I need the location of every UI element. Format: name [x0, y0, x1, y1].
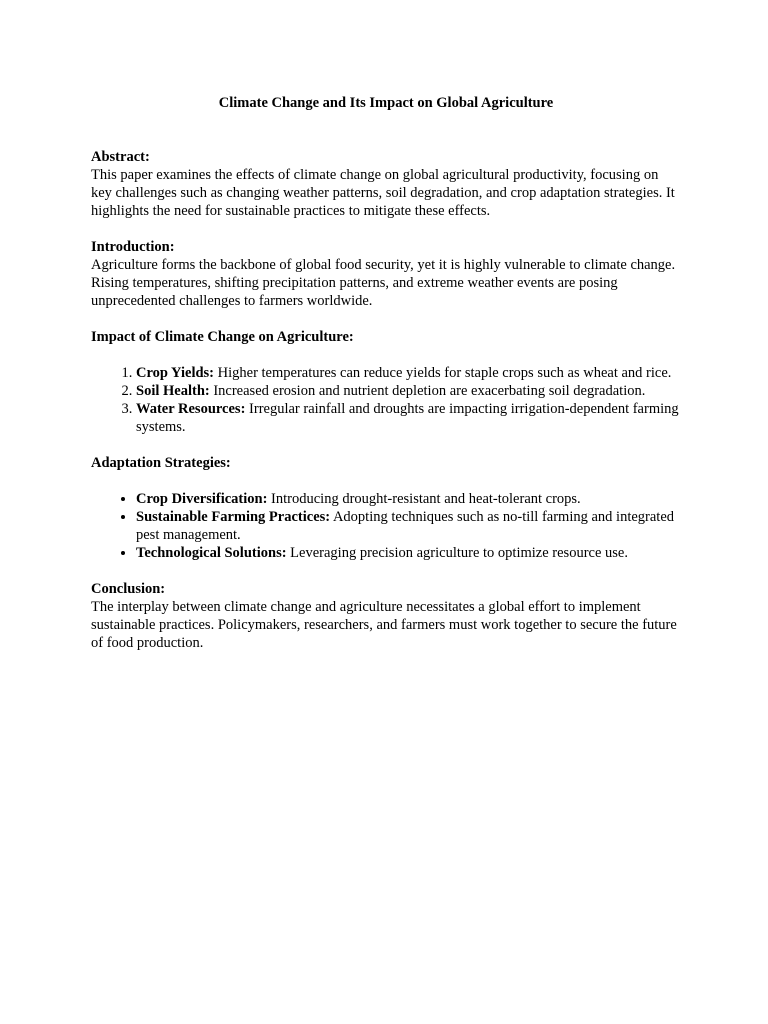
conclusion-heading: Conclusion:: [91, 581, 166, 597]
conclusion-text: The interplay between climate change and agriculture necessitates a global effort to implement sustainable practices. Policymakers, researchers, and farmers must work together to secure the future of food production.: [91, 599, 677, 651]
list-item: [136, 544, 681, 562]
abstract-section: [91, 148, 681, 220]
adaptation-term: Crop Diversification:: [136, 491, 268, 507]
adaptation-list: [91, 490, 681, 562]
abstract-heading: Abstract:: [91, 149, 150, 165]
document-body: [91, 94, 681, 652]
impact-list: [91, 364, 681, 436]
list-item: [136, 382, 681, 400]
impact-text: Irregular rainfall and droughts are impacting irrigation-dependent farming systems.: [136, 401, 679, 435]
adaptation-term: Sustainable Farming Practices:: [136, 509, 331, 525]
conclusion-section: [91, 580, 681, 652]
impact-section: [91, 328, 681, 436]
impact-term: Water Resources:: [136, 401, 246, 417]
adaptation-text: Adopting techniques such as no-till farming and integrated pest management.: [136, 509, 675, 543]
list-item: [136, 400, 681, 436]
abstract-text: This paper examines the effects of climate change on global agricultural productivity, focusing on key challenges such as changing weather patterns, soil degradation, and crop adaptation strategies. It highlights the need for sustainable practices to mitigate these effects.: [91, 167, 675, 219]
introduction-heading: Introduction:: [91, 239, 175, 255]
adaptation-section: [91, 454, 681, 562]
impact-term: Crop Yields:: [136, 365, 215, 381]
introduction-text: Agriculture forms the backbone of global food security, yet it is highly vulnerable to climate change. Rising temperatures, shifting precipitation patterns, and extreme weather events are posing unprecedented challenges to farmers worldwide.: [91, 257, 676, 309]
impact-term: Soil Health:: [136, 383, 210, 399]
adaptation-heading: Adaptation Strategies:: [91, 455, 231, 471]
document-title: Climate Change and Its Impact on Global Agriculture: [218, 95, 554, 111]
list-item: [136, 490, 681, 508]
adaptation-text: Leveraging precision agriculture to optimize resource use.: [286, 545, 628, 561]
list-item: [136, 508, 681, 544]
impact-text: Higher temperatures can reduce yields for staple crops such as wheat and rice.: [214, 365, 672, 381]
introduction-section: [91, 238, 681, 310]
impact-heading: Impact of Climate Change on Agriculture:: [91, 329, 354, 345]
adaptation-text: Introducing drought-resistant and heat-tolerant crops.: [267, 491, 581, 507]
list-item: [136, 364, 681, 382]
adaptation-term: Technological Solutions:: [136, 545, 287, 561]
impact-text: Increased erosion and nutrient depletion are exacerbating soil degradation.: [209, 383, 646, 399]
